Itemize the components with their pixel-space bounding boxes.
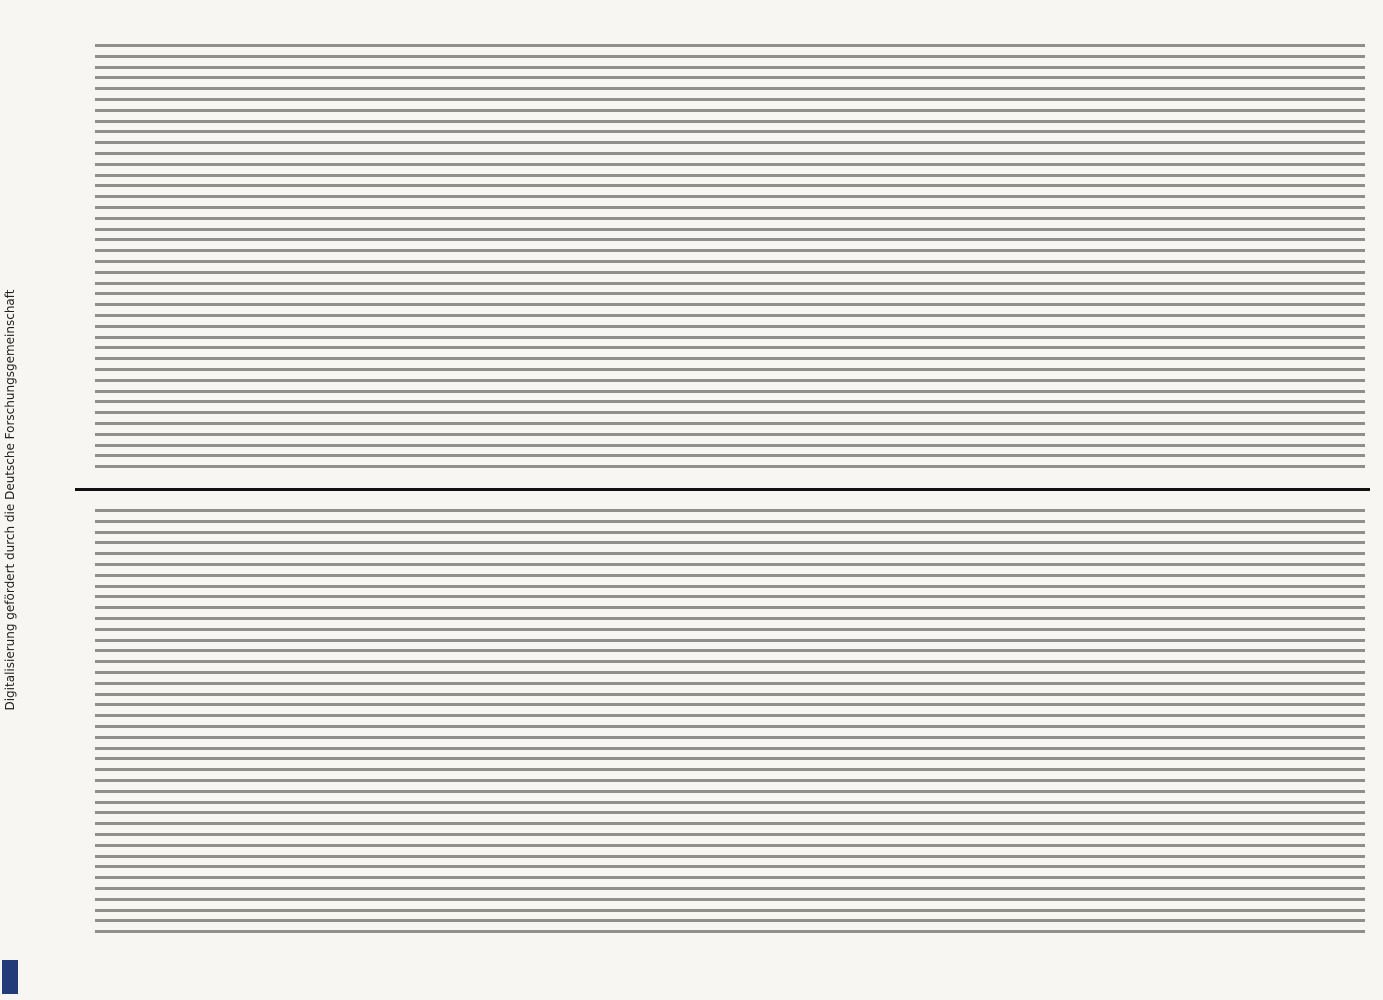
text-line — [95, 217, 1365, 220]
text-line — [95, 390, 1365, 393]
divider-rule — [75, 488, 1370, 491]
text-line — [95, 639, 1365, 642]
text-line — [95, 909, 1365, 912]
text-line — [95, 238, 1365, 241]
text-line — [95, 184, 1365, 187]
text-line — [95, 574, 1365, 577]
text-line — [95, 346, 1365, 349]
text-line — [95, 585, 1365, 588]
text-line — [95, 454, 1365, 457]
text-line — [95, 206, 1365, 209]
text-line — [95, 152, 1365, 155]
sidebar — [0, 0, 22, 1000]
text-line — [95, 595, 1365, 598]
dfg-logo — [2, 960, 18, 994]
text-line — [95, 865, 1365, 868]
text-line — [95, 930, 1365, 933]
text-line — [95, 898, 1365, 901]
text-line — [95, 833, 1365, 836]
text-line — [95, 444, 1365, 447]
text-line — [95, 628, 1365, 631]
text-line — [95, 228, 1365, 231]
text-line — [95, 44, 1365, 47]
text-line — [95, 844, 1365, 847]
text-line — [95, 433, 1365, 436]
text-block-upper — [95, 40, 1365, 475]
text-line — [95, 714, 1365, 717]
text-line — [95, 757, 1365, 760]
text-line — [95, 465, 1365, 468]
text-line — [95, 671, 1365, 674]
text-line — [95, 747, 1365, 750]
text-line — [95, 120, 1365, 123]
text-line — [95, 855, 1365, 858]
text-line — [95, 552, 1365, 555]
text-line — [95, 130, 1365, 133]
text-line — [95, 768, 1365, 771]
text-line — [95, 617, 1365, 620]
text-line — [95, 163, 1365, 166]
text-line — [95, 400, 1365, 403]
text-line — [95, 195, 1365, 198]
text-line — [95, 811, 1365, 814]
text-line — [95, 55, 1365, 58]
text-line — [95, 336, 1365, 339]
text-line — [95, 541, 1365, 544]
text-line — [95, 357, 1365, 360]
text-line — [95, 249, 1365, 252]
text-line — [95, 606, 1365, 609]
text-line — [95, 292, 1365, 295]
text-line — [95, 563, 1365, 566]
text-line — [95, 141, 1365, 144]
text-line — [95, 271, 1365, 274]
text-line — [95, 919, 1365, 922]
text-line — [95, 314, 1365, 317]
funding-credit: Digitalisierung gefördert durch die Deutsche Forschungsgemeinschaft — [3, 289, 17, 711]
text-line — [95, 649, 1365, 652]
text-block-lower — [95, 505, 1365, 940]
text-line — [95, 779, 1365, 782]
text-line — [95, 520, 1365, 523]
text-line — [95, 379, 1365, 382]
text-line — [95, 76, 1365, 79]
text-line — [95, 66, 1365, 69]
sheet-signature — [30, 860, 60, 900]
text-line — [95, 790, 1365, 793]
text-line — [95, 422, 1365, 425]
text-line — [95, 260, 1365, 263]
text-line — [95, 736, 1365, 739]
text-line — [95, 174, 1365, 177]
text-line — [95, 109, 1365, 112]
text-line — [95, 801, 1365, 804]
text-line — [95, 531, 1365, 534]
text-line — [95, 509, 1365, 512]
text-line — [95, 693, 1365, 696]
text-line — [95, 887, 1365, 890]
text-line — [95, 660, 1365, 663]
text-line — [95, 725, 1365, 728]
text-line — [95, 98, 1365, 101]
text-line — [95, 368, 1365, 371]
text-line — [95, 282, 1365, 285]
text-line — [95, 682, 1365, 685]
text-line — [95, 325, 1365, 328]
text-line — [95, 303, 1365, 306]
text-line — [95, 876, 1365, 879]
text-line — [95, 822, 1365, 825]
text-line — [95, 411, 1365, 414]
text-line — [95, 703, 1365, 706]
text-line — [95, 87, 1365, 90]
